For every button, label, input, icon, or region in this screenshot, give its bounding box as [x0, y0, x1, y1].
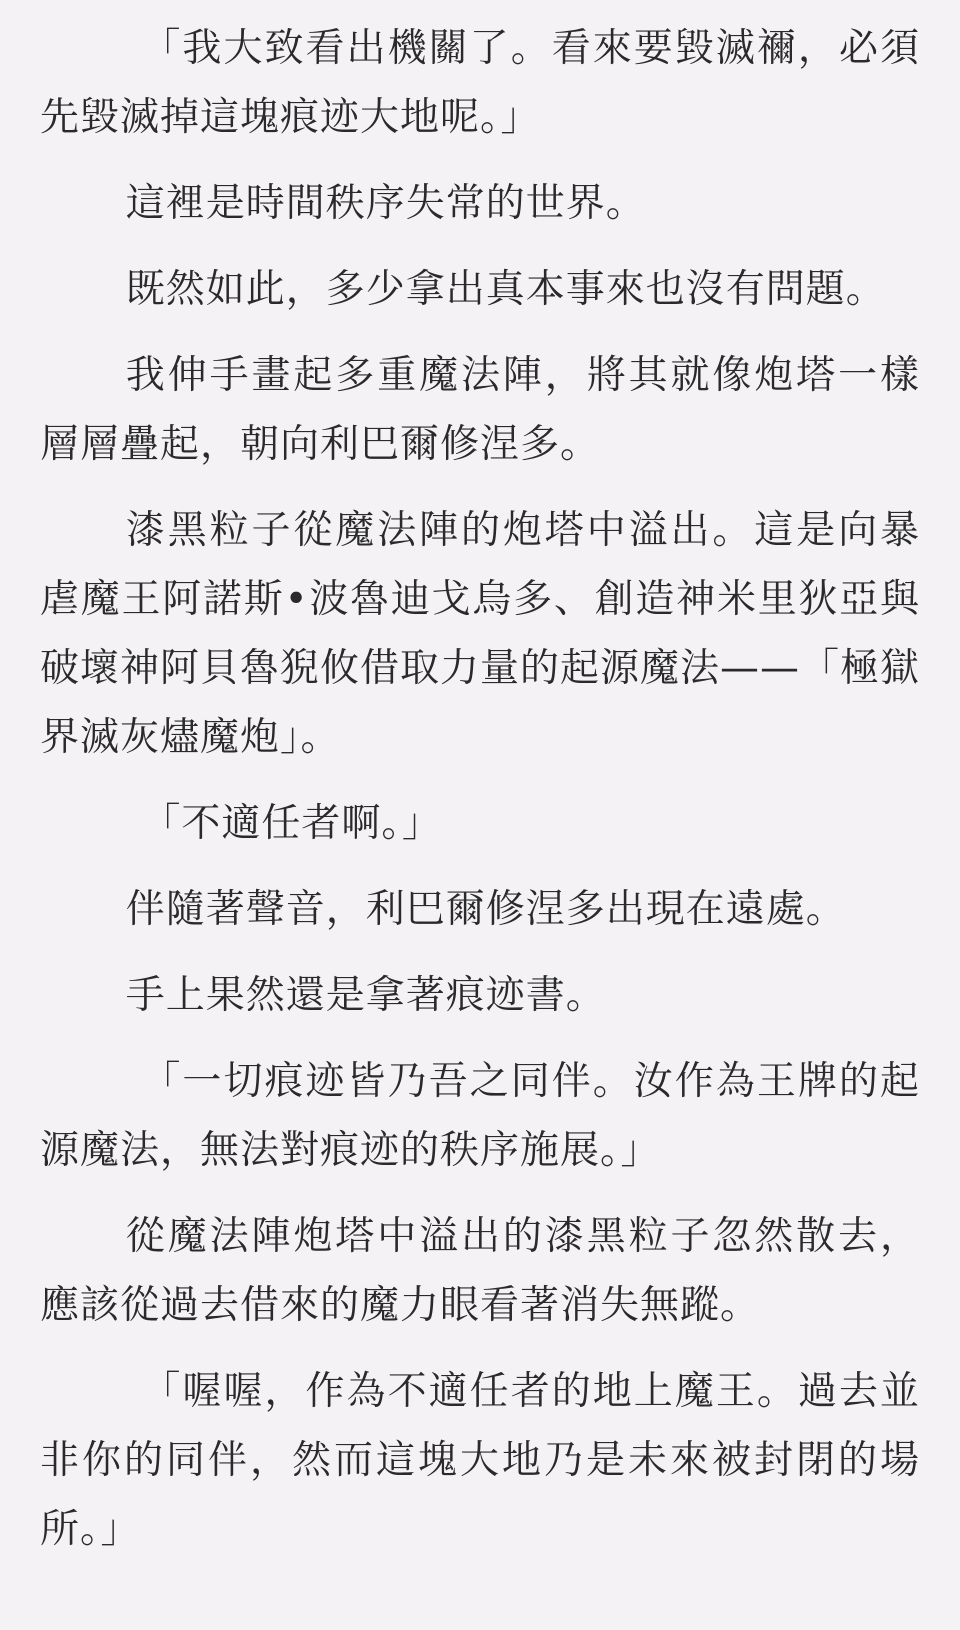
paragraph: 從魔法陣炮塔中溢出的漆黑粒子忽然散去，應該從過去借來的魔力眼看著消失無蹤。	[40, 1214, 920, 1328]
paragraph: 「不適任者啊。」	[141, 801, 442, 846]
paragraph: 我伸手畫起多重魔法陣，將其就像炮塔一樣層層疊起，朝向利巴爾修涅多。	[40, 353, 920, 467]
paragraph: 「喔喔，作為不適任者的地上魔王。過去並非你的同伴，然而這塊大地乃是未來被封閉的場所。」	[40, 1369, 920, 1552]
page-content	[40, 14, 920, 1564]
paragraph: 手上果然還是拿著痕迹書。	[125, 973, 606, 1018]
paragraph: 伴隨著聲音，利巴爾修涅多出現在遠處。	[125, 887, 846, 932]
paragraph: 這裡是時間秩序失常的世界。	[125, 181, 646, 226]
paragraph: 漆黑粒子從魔法陣的炮塔中溢出。這是向暴虐魔王阿諾斯•波魯迪戈烏多、創造神米里狄亞與破壞神阿貝魯猊攸借取力量的起源魔法——「極獄界滅灰燼魔炮」。	[40, 508, 921, 760]
paragraph: 「一切痕迹皆乃吾之同伴。汝作為王牌的起源魔法，無法對痕迹的秩序施展。」	[40, 1059, 920, 1173]
paragraph: 「我大致看出機關了。看來要毀滅禰，必須先毀滅掉這塊痕迹大地呢。」	[40, 26, 920, 140]
paragraph: 既然如此，多少拿出真本事來也沒有問題。	[125, 267, 886, 312]
